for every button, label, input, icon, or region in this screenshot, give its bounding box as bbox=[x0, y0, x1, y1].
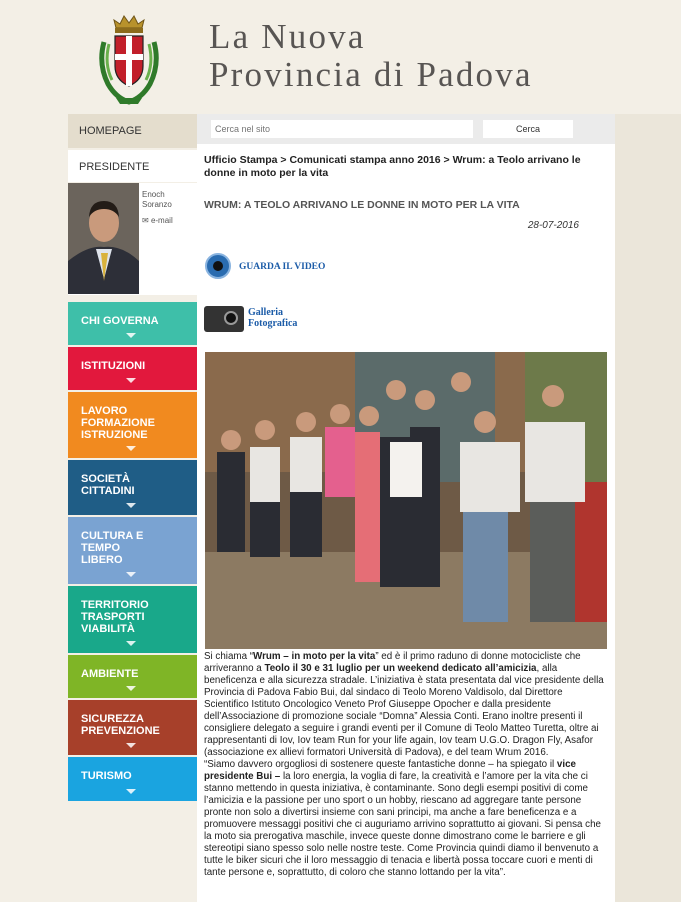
article-photo[interactable] bbox=[205, 352, 607, 649]
menu-turismo[interactable] bbox=[68, 757, 197, 801]
menu-cultura-label: CULTURA E TEMPO LIBERO bbox=[81, 530, 144, 566]
main-content bbox=[197, 114, 615, 902]
chevron-down-icon bbox=[126, 686, 136, 691]
chevron-down-icon bbox=[126, 503, 136, 508]
p1-event-name: Wrum – in moto per la vita bbox=[253, 651, 376, 662]
nav-homepage-label: HOMEPAGE bbox=[79, 125, 142, 137]
article-body bbox=[204, 651, 606, 879]
menu-chi-governa-label: CHI GOVERNA bbox=[81, 315, 159, 327]
p2-text-c: la loro energia, la voglia di fare, la creatività e l’amore per la vita che ci stanno mettendo in questa iniziativa, è contaminante. Sono degli esempi positivi di come l’amicizia e la passione per uno sport o un hobby, riescano ad aggregare tante persone pronte non solo a divertirsi insieme con sani principi, ma anche a fare beneficenza e a promuovere messaggi positivi che ci auguriamo arrivino soprattutto ai giovani. Si pensa che la moto sia prerogativa maschile, invece queste donne dimostrano come le barriere e gli stereotipi siano spesso solo nelle nostre teste. Come Provincia quindi diamo il benvenuto a tutte le biker sicuri che il loro messaggio di tenacia e libertà possa toccare cuori e menti di tante persone e, soprattutto, di coloro che stanno lottando per la vita”. bbox=[204, 771, 601, 878]
president-profile bbox=[68, 183, 197, 295]
photo-gallery-label: Galleria Fotografica bbox=[248, 307, 298, 329]
menu-cultura[interactable] bbox=[68, 517, 197, 584]
president-first-name: Enoch bbox=[142, 190, 165, 199]
coat-of-arms-logo[interactable] bbox=[96, 14, 162, 108]
nav-homepage[interactable] bbox=[68, 114, 197, 148]
site-header bbox=[0, 0, 681, 114]
chevron-down-icon bbox=[126, 378, 136, 383]
sidebar bbox=[68, 114, 197, 902]
nav-president[interactable] bbox=[68, 150, 197, 182]
president-name bbox=[142, 190, 172, 210]
menu-sicurezza-label: SICUREZZA PREVENZIONE bbox=[81, 713, 160, 737]
menu-sicurezza[interactable] bbox=[68, 700, 197, 755]
president-email-link[interactable] bbox=[142, 216, 173, 225]
president-email-label: e-mail bbox=[150, 216, 173, 225]
p1-text-e: , alla beneficenza e alla sicurezza stradale. L’iniziativa è stata presentata dal vice presidente della Provincia di Padova Fabio Bui, dal sindaco di Teolo Moreno Valdisolo, dal Direttore Scientifico Istituto Oncologico Veneto Prof Giuseppe Opocher e dalla presidente dell’Associazione di promozione sociale “Domna” Alessia Conti. Erano inoltre presenti il consigliere delegato a seguire i grandi eventi per il Comune di Teolo Matteo Turetta, oltre ai rappresentanti di Iov, Iov team Run for your life again, Iov team U.G.O. Dragon Fly, Asafor (associazione ex allievi formatori Università di Padova), e del team Wrum 2016. bbox=[204, 663, 604, 758]
article-paragraph-2 bbox=[204, 759, 606, 879]
p1-text-c: ” ed è il primo raduno di donne motocicliste che arriveranno a bbox=[204, 651, 581, 674]
site-title-line1: La Nuova bbox=[209, 17, 366, 56]
president-photo[interactable] bbox=[68, 183, 139, 294]
menu-societa[interactable] bbox=[68, 460, 197, 515]
menu-societa-label: SOCIETÀ CITTADINI bbox=[81, 473, 135, 497]
article-date: 28-07-2016 bbox=[527, 220, 579, 231]
chevron-down-icon bbox=[126, 333, 136, 338]
mail-icon: ✉ bbox=[142, 216, 149, 225]
menu-turismo-label: TURISMO bbox=[81, 770, 132, 782]
menu-lavoro-label: LAVORO FORMAZIONE ISTRUZIONE bbox=[81, 405, 155, 441]
menu-istituzioni[interactable] bbox=[68, 347, 197, 390]
nav-president-label: PRESIDENTE bbox=[79, 161, 150, 173]
p1-event-dates: Teolo il 30 e 31 luglio per un weekend dedicato all’amicizia bbox=[264, 663, 537, 674]
right-column bbox=[615, 114, 681, 902]
chevron-down-icon bbox=[126, 743, 136, 748]
breadcrumb[interactable]: Ufficio Stampa > Comunicati stampa anno 2016 > Wrum: a Teolo arrivano le donne in moto per la vita bbox=[204, 154, 581, 179]
search-input[interactable] bbox=[211, 120, 473, 138]
menu-territorio[interactable] bbox=[68, 586, 197, 653]
article-paragraph-1 bbox=[204, 651, 606, 759]
menu-territorio-label: TERRITORIO TRASPORTI VIABILITÀ bbox=[81, 599, 149, 635]
site-title-line2: Provincia di Padova bbox=[209, 55, 533, 94]
site-title[interactable] bbox=[209, 18, 533, 94]
menu-ambiente-label: AMBIENTE bbox=[81, 668, 139, 680]
film-reel-icon bbox=[205, 253, 231, 279]
watch-video-label: GUARDA IL VIDEO bbox=[239, 262, 326, 272]
menu-ambiente[interactable] bbox=[68, 655, 197, 698]
chevron-down-icon bbox=[126, 641, 136, 646]
chevron-down-icon bbox=[126, 789, 136, 794]
chevron-down-icon bbox=[126, 446, 136, 451]
menu-chi-governa[interactable] bbox=[68, 302, 197, 345]
p2-text-a: “Siamo davvero orgogliosi di sostenere queste fantastiche donne – ha spiegato il bbox=[204, 759, 557, 770]
chevron-down-icon bbox=[126, 572, 136, 577]
p1-text-a: Si chiama “ bbox=[204, 651, 253, 662]
camera-icon bbox=[204, 306, 244, 332]
search-button[interactable]: Cerca bbox=[483, 120, 573, 138]
article-title: WRUM: A TEOLO ARRIVANO LE DONNE IN MOTO PER LA VITA bbox=[204, 199, 520, 211]
president-last-name: Soranzo bbox=[142, 200, 172, 209]
menu-istituzioni-label: ISTITUZIONI bbox=[81, 360, 146, 372]
p2-speaker: vice presidente Bui – bbox=[204, 759, 576, 782]
menu-lavoro[interactable] bbox=[68, 392, 197, 458]
search-bar bbox=[197, 114, 615, 144]
